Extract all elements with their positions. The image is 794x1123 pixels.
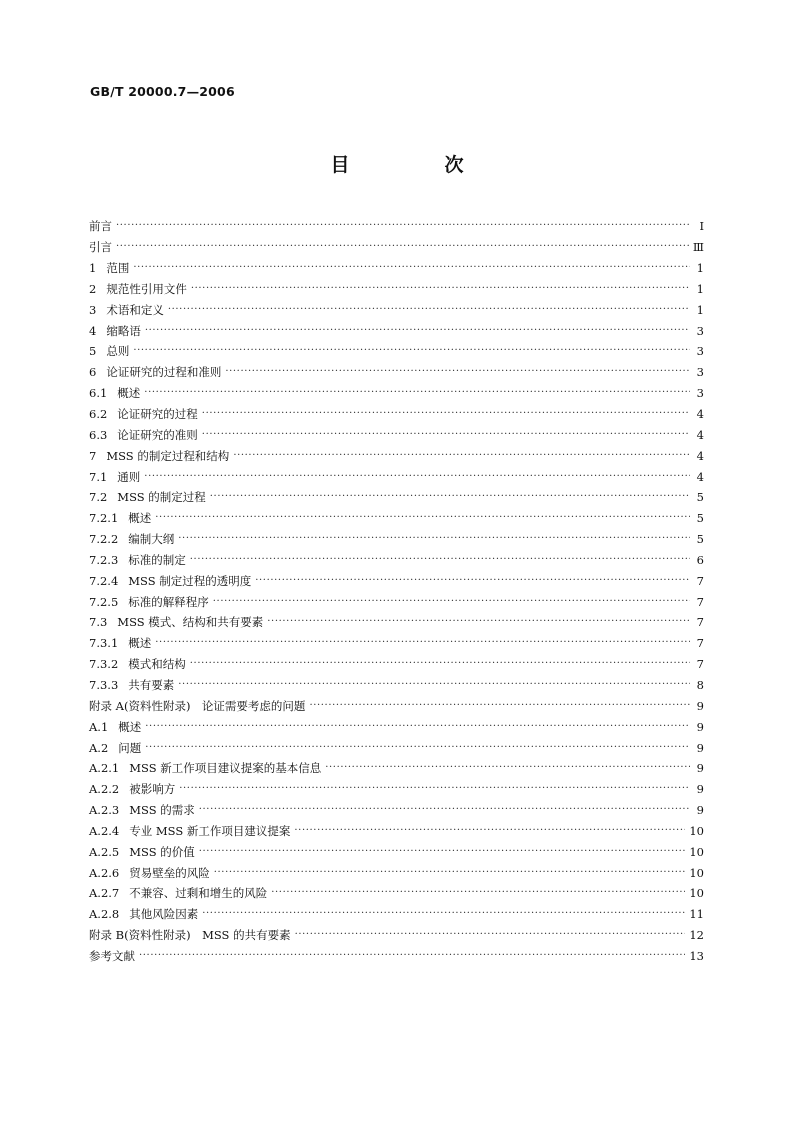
toc-entry-page: 1 (696, 281, 704, 296)
toc-entry-page: 3 (696, 365, 704, 380)
toc-entry-title: 被影响方 (129, 782, 176, 797)
toc-leader-dots (199, 845, 686, 859)
toc-entry-title: 不兼容、过剩和增生的风险 (129, 886, 268, 901)
toc-entry-number: 6.1 (89, 386, 108, 401)
toc-entry-number: 4 (89, 323, 97, 338)
toc-entry-number: 7.2.4 (89, 573, 119, 588)
toc-entry-page: 11 (689, 907, 704, 922)
toc-entry-page: Ⅰ (699, 219, 704, 234)
toc-entry-number: 6.3 (89, 427, 108, 442)
toc-entry-number: 7.2.5 (89, 594, 119, 609)
toc-entry-title: 论证研究的过程 (117, 407, 198, 422)
toc-entry-page: 7 (696, 594, 704, 609)
toc-entry[interactable] (89, 404, 704, 425)
toc-entry[interactable] (89, 737, 704, 758)
toc-leader-dots (145, 720, 690, 734)
toc-leader-dots (309, 699, 690, 713)
toc-leader-dots (294, 824, 685, 838)
toc-entry[interactable] (89, 445, 704, 466)
toc-entry-page: 8 (696, 677, 704, 692)
toc-entry[interactable] (89, 841, 704, 862)
toc-entry[interactable] (89, 716, 704, 737)
toc-entry-number: 6.2 (89, 407, 108, 422)
toc-leader-dots (145, 324, 690, 338)
toc-entry-page: 1 (696, 302, 704, 317)
toc-entry-page: 1 (696, 261, 704, 276)
toc-entry-number: 7.3.1 (89, 636, 119, 651)
toc-entry-title: 通则 (117, 469, 141, 484)
toc-leader-dots (116, 240, 689, 254)
toc-entry-title: MSS 的需求 (129, 803, 195, 818)
toc-entry[interactable] (89, 675, 704, 696)
toc-entry[interactable] (89, 612, 704, 633)
toc-entry-title: 术语和定义 (106, 302, 164, 317)
toc-entry-page: 9 (696, 719, 704, 734)
toc-entry-page: 10 (689, 823, 704, 838)
toc-leader-dots (210, 490, 690, 504)
toc-entry-page: 9 (696, 803, 704, 818)
toc-entry-number: 5 (89, 344, 97, 359)
toc-entry-page: 3 (696, 386, 704, 401)
toc-entry-title: MSS 制定过程的透明度 (128, 573, 252, 588)
toc-entry[interactable] (89, 550, 704, 571)
toc-entry-page: 10 (689, 886, 704, 901)
toc-entry-title: 缩略语 (106, 323, 141, 338)
toc-entry-page: 12 (689, 928, 704, 943)
toc-entry-title: 概述 (118, 719, 142, 734)
toc-entry-title: 范围 (106, 261, 130, 276)
toc-entry-title: 论证研究的准则 (117, 427, 198, 442)
toc-entry-title: MSS 的制定过程 (117, 490, 206, 505)
toc-entry-page: 5 (696, 511, 704, 526)
toc-entry[interactable] (89, 279, 704, 300)
toc-entry-title: MSS 的制定过程和结构 (106, 448, 230, 463)
toc-entry[interactable] (89, 216, 704, 237)
toc-entry-number: 6 (89, 365, 97, 380)
toc-entry-number: A.1 (89, 719, 109, 734)
toc-entry-number: A.2.3 (89, 803, 120, 818)
toc-entry[interactable] (89, 695, 704, 716)
toc-entry-title: 概述 (117, 386, 141, 401)
toc-entry-page: 6 (696, 552, 704, 567)
toc-leader-dots (295, 928, 686, 942)
toc-entry[interactable] (89, 299, 704, 320)
toc-entry-title: 标准的解释程序 (128, 594, 209, 609)
toc-entry[interactable] (89, 779, 704, 800)
toc-entry-number: A.2.1 (89, 761, 120, 776)
toc-leader-dots (190, 657, 690, 671)
toc-entry[interactable] (89, 591, 704, 612)
toc-entry-title: 标准的制定 (128, 552, 186, 567)
toc-leader-dots (155, 636, 690, 650)
toc-entry[interactable] (89, 570, 704, 591)
toc-entry-page: 9 (696, 698, 704, 713)
toc-leader-dots (225, 365, 690, 379)
toc-entry-number: 7.3.2 (89, 657, 119, 672)
toc-entry[interactable] (89, 529, 704, 550)
toc-entry-number: 7.2 (89, 490, 108, 505)
toc-entry-page: 9 (696, 740, 704, 755)
toc-entry-number: A.2.8 (89, 907, 120, 922)
toc-entry-number: 7.2.3 (89, 552, 119, 567)
toc-entry-number: A.2.7 (89, 886, 120, 901)
toc-entry-number: 2 (89, 281, 97, 296)
toc-leader-dots (155, 511, 690, 525)
toc-entry-title: 编制大纲 (128, 532, 175, 547)
toc-entry[interactable] (89, 341, 704, 362)
toc-entry[interactable] (89, 237, 704, 258)
toc-entry-title: 附录 A(资料性附录) 论证需要考虑的问题 (89, 698, 306, 713)
standard-code: GB/T 20000.7—2006 (90, 84, 235, 99)
toc-leader-dots (144, 470, 690, 484)
toc-entry[interactable] (89, 862, 704, 883)
toc-entry-page: Ⅲ (692, 240, 704, 255)
toc-leader-dots (213, 595, 690, 609)
toc-entry-page: 10 (689, 865, 704, 880)
toc-entry-title: 贸易壁垒的风险 (129, 865, 210, 880)
toc-entry[interactable] (89, 800, 704, 821)
toc-entry[interactable] (89, 904, 704, 925)
toc-entry-page: 9 (696, 782, 704, 797)
toc-entry-number: 3 (89, 302, 97, 317)
toc-leader-dots (271, 886, 685, 900)
toc-leader-dots (168, 303, 690, 317)
toc-leader-dots (233, 449, 690, 463)
toc-entry-number: 7.3.3 (89, 677, 119, 692)
toc-entry-page: 7 (696, 657, 704, 672)
toc-leader-dots (133, 344, 690, 358)
toc-entry[interactable] (89, 487, 704, 508)
toc-entry-title: 共有要素 (128, 677, 175, 692)
toc-entry-page: 5 (696, 532, 704, 547)
toc-entry-title: MSS 新工作项目建议提案的基本信息 (129, 761, 322, 776)
toc-entry[interactable] (89, 883, 704, 904)
toc-entry-number: A.2.4 (89, 823, 120, 838)
toc-leader-dots (325, 761, 690, 775)
toc-entry[interactable] (89, 758, 704, 779)
toc-entry-title: 概述 (128, 511, 152, 526)
toc-entry-page: 3 (696, 344, 704, 359)
toc-leader-dots (179, 782, 690, 796)
toc-entry[interactable] (89, 508, 704, 529)
toc-leader-dots (202, 407, 690, 421)
toc-entry-title: 问题 (118, 740, 142, 755)
toc-entry-number: A.2.5 (89, 844, 120, 859)
toc-leader-dots (139, 949, 685, 963)
table-of-contents (89, 216, 704, 966)
toc-leader-dots (267, 615, 690, 629)
toc-leader-dots (214, 866, 686, 880)
toc-entry-number: A.2.6 (89, 865, 120, 880)
toc-leader-dots (191, 282, 690, 296)
toc-entry[interactable] (89, 946, 704, 967)
toc-leader-dots (255, 574, 690, 588)
toc-entry[interactable] (89, 362, 704, 383)
toc-entry-title: 模式和结构 (128, 657, 186, 672)
toc-entry-number: 7.2.1 (89, 511, 119, 526)
toc-leader-dots (178, 678, 690, 692)
toc-entry[interactable] (89, 654, 704, 675)
toc-entry-page: 7 (696, 573, 704, 588)
toc-leader-dots (199, 803, 690, 817)
toc-entry[interactable] (89, 258, 704, 279)
toc-entry-page: 9 (696, 761, 704, 776)
toc-entry-page: 10 (689, 844, 704, 859)
toc-entry-title: 前言 (89, 219, 112, 234)
toc-entry[interactable] (89, 466, 704, 487)
toc-entry-title: MSS 模式、结构和共有要素 (117, 615, 264, 630)
toc-entry-title: 规范性引用文件 (106, 281, 187, 296)
toc-entry-title: 引言 (89, 240, 112, 255)
toc-leader-dots (144, 386, 690, 400)
toc-entry[interactable] (89, 383, 704, 404)
toc-entry-number: 1 (89, 261, 97, 276)
toc-entry[interactable] (89, 633, 704, 654)
toc-entry-page: 4 (696, 469, 704, 484)
toc-leader-dots (133, 261, 690, 275)
toc-leader-dots (202, 907, 685, 921)
toc-leader-dots (145, 741, 690, 755)
toc-entry[interactable] (89, 925, 704, 946)
toc-entry-page: 4 (696, 407, 704, 422)
toc-entry-title: 其他风险因素 (129, 907, 199, 922)
toc-entry-number: 7.1 (89, 469, 108, 484)
toc-entry-title: 专业 MSS 新工作项目建议提案 (129, 823, 291, 838)
toc-title: 目 次 (330, 154, 502, 176)
toc-entry-title: MSS 的价值 (129, 844, 195, 859)
toc-entry-page: 4 (696, 427, 704, 442)
toc-entry[interactable] (89, 820, 704, 841)
toc-entry-number: 7.2.2 (89, 532, 119, 547)
toc-entry[interactable] (89, 320, 704, 341)
toc-entry-title: 附录 B(资料性附录) MSS 的共有要素 (89, 928, 291, 943)
toc-entry-page: 4 (696, 448, 704, 463)
toc-entry-number: 7 (89, 448, 97, 463)
toc-leader-dots (178, 532, 690, 546)
toc-entry-page: 5 (696, 490, 704, 505)
toc-entry-title: 概述 (128, 636, 152, 651)
toc-leader-dots (116, 219, 690, 233)
toc-entry-page: 7 (696, 615, 704, 630)
toc-entry-number: A.2 (89, 740, 109, 755)
toc-entry-title: 总则 (106, 344, 130, 359)
toc-entry-page: 13 (689, 948, 704, 963)
toc-entry-title: 论证研究的过程和准则 (106, 365, 222, 380)
toc-entry-number: 7.3 (89, 615, 108, 630)
toc-entry-number: A.2.2 (89, 782, 120, 797)
toc-entry-page: 3 (696, 323, 704, 338)
toc-leader-dots (202, 428, 690, 442)
toc-entry[interactable] (89, 424, 704, 445)
toc-entry-title: 参考文献 (89, 948, 135, 963)
toc-leader-dots (190, 553, 690, 567)
toc-entry-page: 7 (696, 636, 704, 651)
